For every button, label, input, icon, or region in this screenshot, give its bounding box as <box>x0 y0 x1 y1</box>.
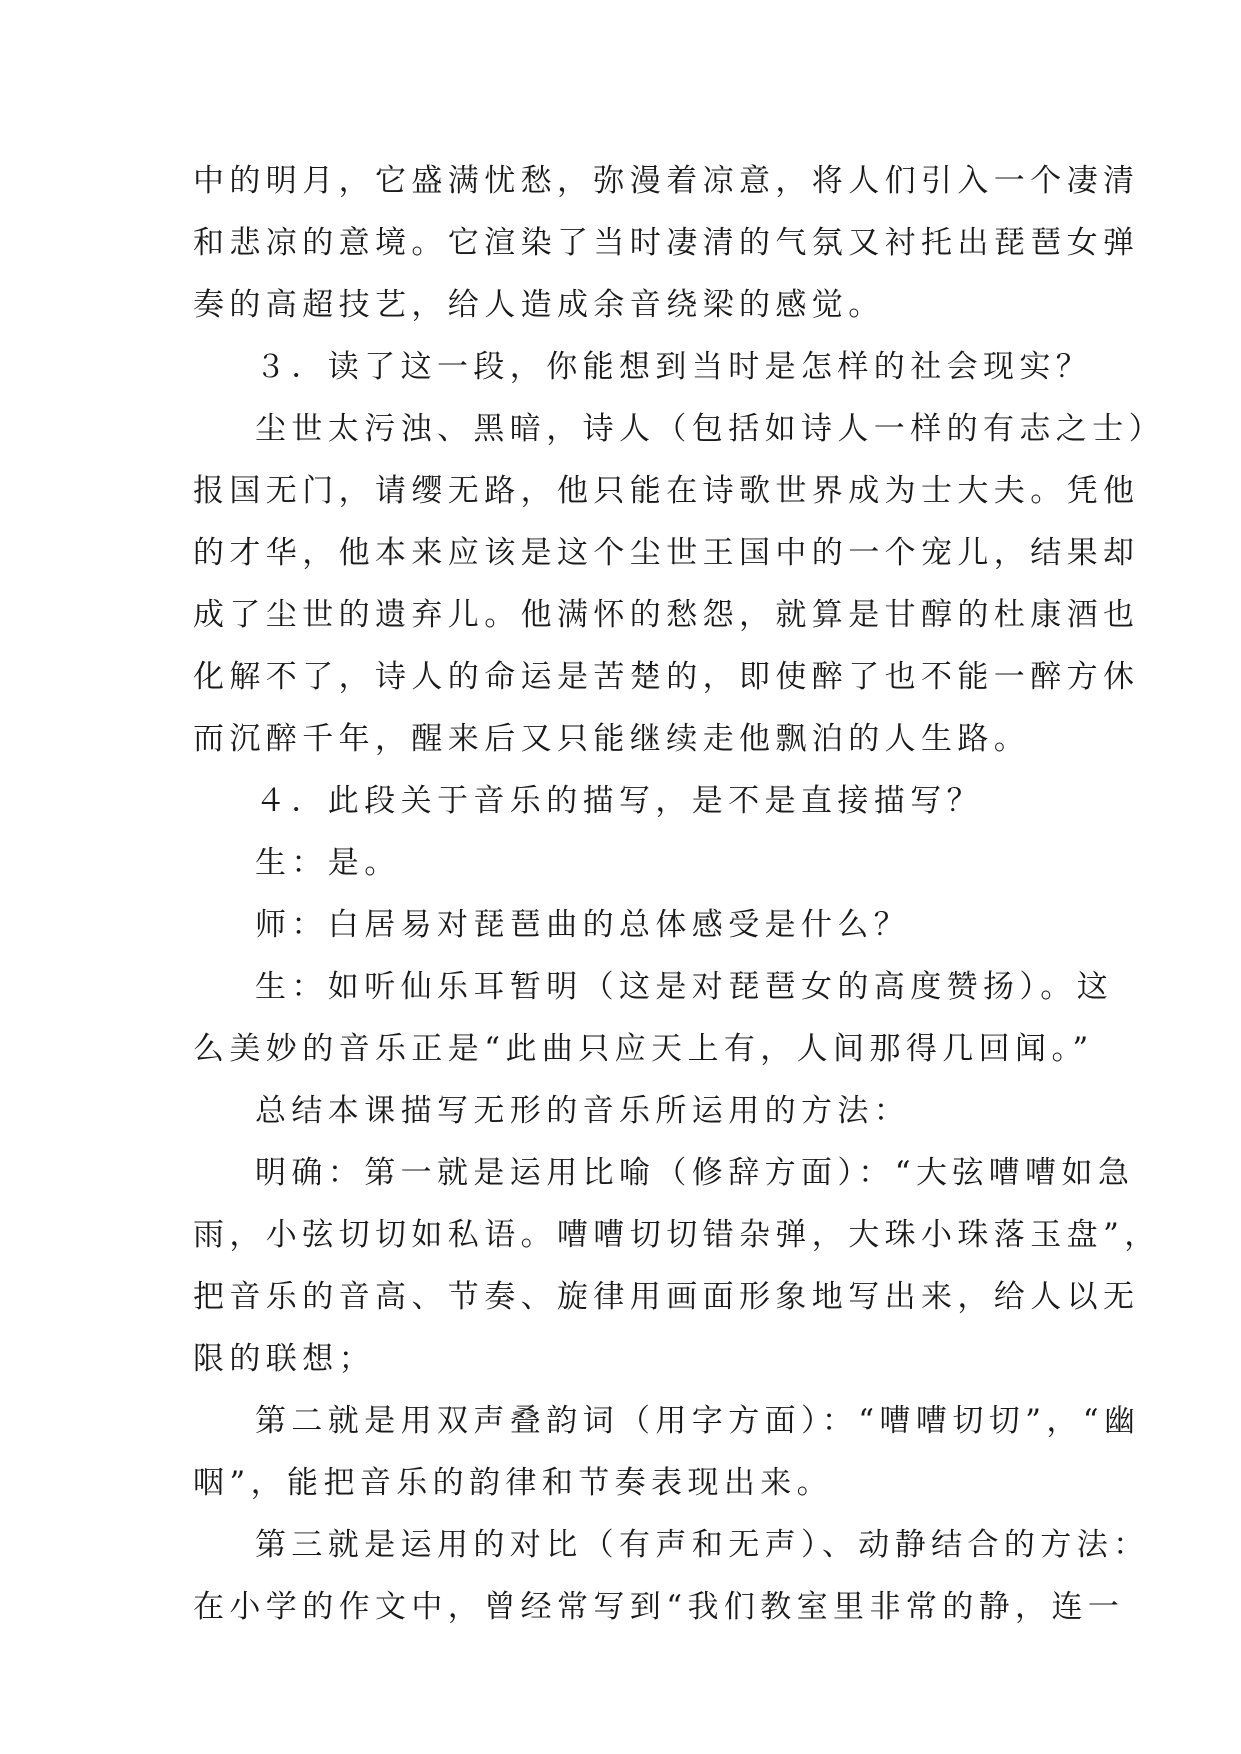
text-line: ４．此段关于音乐的描写，是不是直接描写？ <box>255 783 983 819</box>
text-line: 的才华，他本来应该是这个尘世王国中的一个宠儿，结果却 <box>193 535 1140 571</box>
paragraph-social-reality <box>193 398 1165 770</box>
text-line: 奏的高超技艺，给人造成余音绕梁的感觉。 <box>193 287 885 323</box>
text-line: 咽”，能把音乐的韵律和节奏表现出来。 <box>193 1465 834 1501</box>
text-line: 中的明月，它盛满忧愁，弥漫着凉意，将人们引入一个凄清 <box>193 163 1140 199</box>
summary-heading <box>193 1080 1073 1142</box>
text-line: 雨，小弦切切如私语。嘈嘈切切错杂弹，大珠小珠落玉盘”， <box>193 1217 1161 1253</box>
question-3 <box>193 336 1093 398</box>
text-line: 报国无门，请缨无路，他只能在诗歌世界成为士大夫。凭他 <box>193 473 1140 509</box>
paragraph-moon-description <box>193 150 1140 336</box>
text-line: 生：是。 <box>255 845 401 881</box>
text-line: 么美妙的音乐正是“此曲只应天上有，人间那得几回闻。” <box>193 1031 1094 1067</box>
text-line: 第三就是运用的对比（有声和无声）、动静结合的方法： <box>255 1527 1150 1563</box>
method-1-metaphor <box>193 1142 1161 1390</box>
teacher-question <box>193 894 1073 956</box>
student-answer-1 <box>193 832 1073 894</box>
text-line: 总结本课描写无形的音乐所运用的方法： <box>255 1093 911 1129</box>
question-4 <box>193 770 1073 832</box>
text-line: 尘世太污浊、黑暗，诗人（包括如诗人一样的有志之士） <box>255 411 1165 447</box>
text-line: 第二就是用双声叠韵词（用字方面）：“嘈嘈切切”，“幽 <box>255 1403 1141 1439</box>
student-answer-2 <box>193 956 1114 1080</box>
text-line: 师：白居易对琵琶曲的总体感受是什么？ <box>255 907 911 943</box>
text-line: 而沉醉千年，醒来后又只能继续走他飘泊的人生路。 <box>193 721 1031 757</box>
method-3-contrast <box>193 1514 1150 1638</box>
text-line: 化解不了，诗人的命运是苦楚的，即使醉了也不能一醉方休 <box>193 659 1140 695</box>
text-line: 明确：第一就是运用比喻（修辞方面）：“大弦嘈嘈如急 <box>255 1155 1135 1191</box>
text-line: 限的联想； <box>193 1341 375 1377</box>
text-line: 生：如听仙乐耳暂明（这是对琵琶女的高度赞扬）。这 <box>255 969 1114 1005</box>
text-line: ３．读了这一段，你能想到当时是怎样的社会现实？ <box>255 349 1093 385</box>
text-line: 在小学的作文中，曾经常写到“我们教室里非常的静，连一 <box>193 1589 1125 1625</box>
text-line: 把音乐的音高、节奏、旋律用画面形象地写出来，给人以无 <box>193 1279 1140 1315</box>
body-text <box>193 150 1165 1638</box>
text-line: 成了尘世的遗弃儿。他满怀的愁怨，就算是甘醇的杜康酒也 <box>193 597 1140 633</box>
method-2-alliteration <box>193 1390 1141 1514</box>
text-line: 和悲凉的意境。它渲染了当时凄清的气氛又衬托出琵琶女弹 <box>193 225 1140 261</box>
